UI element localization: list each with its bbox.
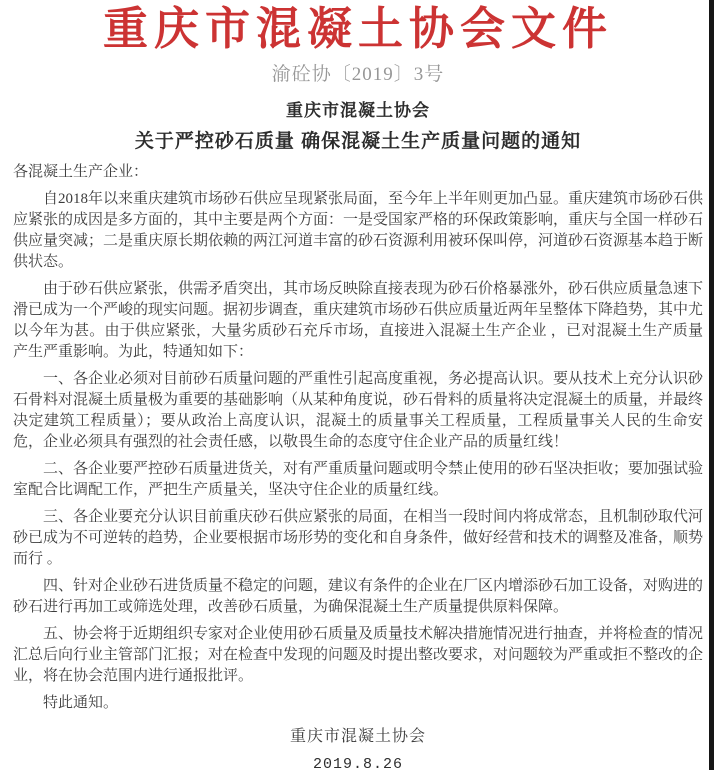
org-title: 重庆市混凝土协会文件: [102, 4, 613, 54]
paragraph: 三、各企业要充分认识目前重庆砂石供应紧张的局面，在相当一段时间内将成常态，且机制砂取代河砂已成为不可逆转的趋势，企业要根据市场形势的变化和自身条件，做好经营和技术的调整及准备，顺势而行 。: [13, 509, 704, 567]
paragraph: 四、针对企业砂石进货质量不稳定的问题，建议有条件的企业在厂区内增添砂石加工设备，对购进的砂石进行再加工或筛选处理，改善砂石质量，为确保混凝土生产质量提供原料保障。: [13, 578, 704, 615]
closing-note: 特此通知。: [43, 695, 119, 711]
page-edge-bar: [709, 0, 714, 770]
paragraph: 一、各企业必须对目前砂石质量问题的严重性引起高度重视，务必提高认识。要从技术上充分认识砂石骨料对混凝土质量极为重要的基础影响（从某种角度说，砂石骨料的质量将决定混凝土的质量，并最终决定建筑工程质量）；要从政治上高度认识，混凝土的质量事关工程质量，工程质量事关人民的生命安危，企业必须具有强烈的社会责任感，以敬畏生命的态度守住企业产品的质量红线！: [13, 371, 704, 450]
signature-date: 2019.8.26: [312, 756, 403, 773]
paragraph: 由于砂石供应紧张，供需矛盾突出，其市场反映除直接表现为砂石价格暴涨外，砂石供应质量急速下滑已成为一个严峻的现实问题。据初步调查，重庆建筑市场砂石供应质量近两年呈整体下降趋势，其中尤以今年为甚。由于供应紧张，大量劣质砂石充斥市场，直接进入混凝土生产企业 ，已对混凝土生产质量产生严重影响。为此，特通知如下：: [13, 281, 704, 360]
paragraph: 五、协会将于近期组织专家对企业使用砂石质量及质量技术解决措施情况进行抽查，并将检查的情况汇总后向行业主管部门汇报；对在检查中发现的问题及时提出整改要求，对问题较为严重或拒不整改的企业，将在协会范围内进行通报批评。: [13, 626, 704, 684]
salutation: 各混凝土生产企业：: [13, 164, 149, 180]
subject-heading: 关于严控砂石质量 确保混凝土生产质量问题的通知: [134, 131, 582, 152]
org-name-heading: 重庆市混凝土协会: [286, 101, 430, 120]
paragraph: 自2018年以来重庆建筑市场砂石供应呈现紧张局面，至今年上半年则更加凸显。重庆建筑市场砂石供应紧张的成因是多方面的，其中主要是两个方面：一是受国家严格的环保政策影响，重庆与全国一样砂石供应量突减；二是重庆原长期依赖的两江河道丰富的砂石资源利用被环保叫停，河道砂石资源基本趋于断供状态。: [13, 191, 704, 270]
body-paragraphs: [13, 189, 703, 687]
document-body: [13, 162, 703, 714]
paragraph: 二、各企业要严控砂石质量进货关，对有严重质量问题或明令禁止使用的砂石坚决拒收；要加强试验室配合比调配工作，严把生产质量关，坚决守住企业的质量红线。: [13, 461, 704, 498]
doc-number: 渝砼协〔2019〕3号: [271, 64, 445, 85]
signature-org: 重庆市混凝土协会: [289, 728, 426, 745]
